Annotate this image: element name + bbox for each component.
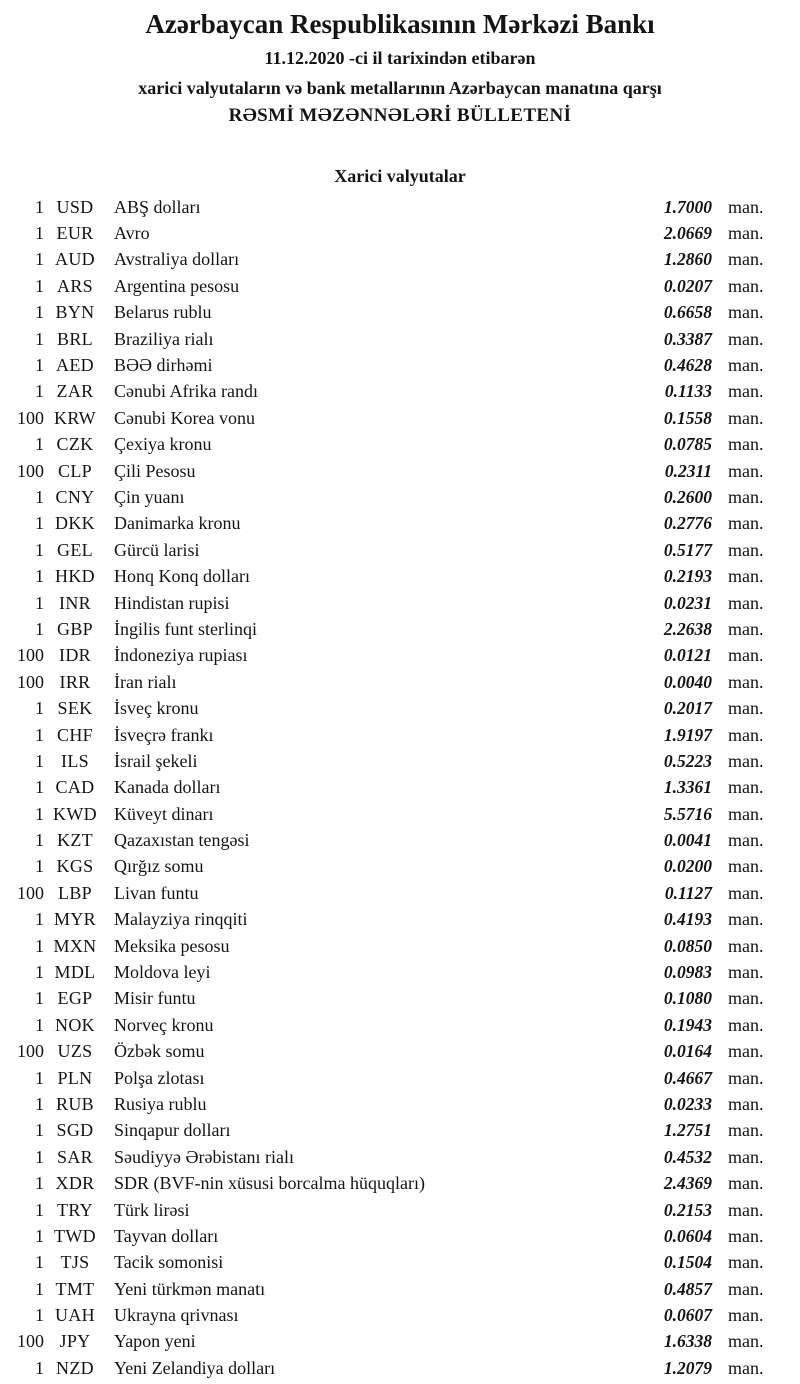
- currency-code: CNY: [55, 486, 95, 507]
- unit-label: man.: [728, 513, 764, 534]
- currency-code: UAH: [55, 1305, 95, 1326]
- unit-label: man.: [728, 328, 764, 349]
- currency-code: MDL: [54, 962, 96, 983]
- bulletin-subtitle: xarici valyutaların və bank metallarının Azərbaycan manatına qarşı: [138, 78, 662, 98]
- currency-name: Malayziya rinqqiti: [114, 909, 248, 930]
- quantity: 1: [35, 1014, 44, 1035]
- currency-row: [0, 563, 800, 589]
- bulletin-title: RƏSMİ MƏZƏNNƏLƏRİ BÜLLETENİ: [228, 105, 572, 126]
- currency-row: [0, 194, 800, 220]
- currency-row: [0, 1170, 800, 1196]
- quantity: 100: [17, 882, 44, 903]
- unit-label: man.: [728, 407, 764, 428]
- rate-value: 0.2600: [663, 486, 712, 507]
- unit-label: man.: [728, 1093, 764, 1114]
- rate-value: 0.0850: [663, 935, 712, 956]
- unit-label: man.: [728, 909, 764, 930]
- currency-code: PLN: [57, 1067, 93, 1088]
- currency-code: AUD: [55, 249, 95, 270]
- currency-row: [0, 220, 800, 246]
- quantity: 1: [35, 1199, 44, 1220]
- currency-name: Rusiya rublu: [114, 1093, 207, 1114]
- quantity: 1: [35, 750, 44, 771]
- currency-row: [0, 247, 800, 273]
- unit-label: man.: [728, 830, 764, 851]
- currency-code: TMT: [55, 1278, 95, 1299]
- rate-value: 0.5177: [663, 539, 712, 560]
- currency-name: Livan funtu: [114, 882, 199, 903]
- currency-name: Küveyt dinarı: [114, 803, 214, 824]
- rate-value: 0.2153: [663, 1199, 712, 1220]
- unit-label: man.: [728, 434, 764, 455]
- rate-value: 0.0164: [663, 1041, 712, 1062]
- rate-value: 0.0121: [663, 645, 712, 666]
- rate-value: 1.3361: [663, 777, 712, 798]
- currency-code: HKD: [55, 566, 95, 587]
- quantity: 1: [35, 275, 44, 296]
- rate-value: 0.0040: [663, 671, 712, 692]
- currency-code: LBP: [58, 882, 92, 903]
- currency-row: [0, 933, 800, 959]
- currency-row: [0, 405, 800, 431]
- currency-row: [0, 379, 800, 405]
- document-header: [0, 8, 800, 127]
- currency-row: [0, 616, 800, 642]
- currency-code: IDR: [59, 645, 91, 666]
- currency-code: KZT: [57, 830, 93, 851]
- currency-name: İsrail şekeli: [114, 750, 198, 771]
- rate-value: 0.0200: [663, 856, 712, 877]
- quantity: 1: [35, 1252, 44, 1273]
- quantity: 1: [35, 988, 44, 1009]
- currency-row: [0, 1144, 800, 1170]
- currency-row: [0, 1355, 800, 1381]
- currency-code: AED: [56, 355, 94, 376]
- unit-label: man.: [728, 486, 764, 507]
- currency-row: [0, 959, 800, 985]
- currency-row: [0, 484, 800, 510]
- quantity: 1: [35, 1093, 44, 1114]
- currency-name: Yeni türkmən manatı: [114, 1278, 266, 1299]
- quantity: 100: [17, 671, 44, 692]
- currency-name: Səudiyyə Ərəbistanı rialı: [114, 1146, 294, 1167]
- currency-code: TRY: [57, 1199, 93, 1220]
- unit-label: man.: [728, 1225, 764, 1246]
- exchange-rates-table: [0, 194, 800, 1382]
- quantity: 1: [35, 249, 44, 270]
- quantity: 1: [35, 539, 44, 560]
- effective-date: 11.12.2020 -ci il tarixindən etibarən: [264, 48, 536, 68]
- currency-name: Ukrayna qrivnası: [114, 1305, 239, 1326]
- rate-value: 0.5223: [663, 750, 712, 771]
- unit-label: man.: [728, 882, 764, 903]
- currency-row: [0, 907, 800, 933]
- currency-name: Belarus rublu: [114, 302, 212, 323]
- currency-name: İsveçrə frankı: [114, 724, 214, 745]
- unit-label: man.: [728, 698, 764, 719]
- quantity: 1: [35, 777, 44, 798]
- currency-name: Çili Pesosu: [114, 460, 196, 481]
- currency-code: UZS: [57, 1041, 93, 1062]
- unit-label: man.: [728, 935, 764, 956]
- currency-code: TWD: [54, 1225, 96, 1246]
- rate-value: 1.9197: [663, 724, 712, 745]
- currency-row: [0, 669, 800, 695]
- currency-name: Braziliya rialı: [114, 328, 214, 349]
- currency-row: [0, 1276, 800, 1302]
- currency-name: SDR (BVF-nin xüsusi borcalma hüquqları): [114, 1173, 425, 1194]
- currency-row: [0, 1065, 800, 1091]
- unit-label: man.: [728, 275, 764, 296]
- rate-value: 1.2860: [663, 249, 712, 270]
- currency-code: XDR: [55, 1173, 95, 1194]
- currency-name: Tayvan dolları: [114, 1225, 219, 1246]
- quantity: 1: [35, 1278, 44, 1299]
- unit-label: man.: [728, 196, 764, 217]
- rate-value: 1.2079: [663, 1357, 712, 1378]
- currency-code: GBP: [57, 618, 93, 639]
- rate-value: 0.0983: [663, 962, 712, 983]
- quantity: 1: [35, 618, 44, 639]
- currency-name: Yapon yeni: [114, 1331, 196, 1352]
- currency-code: IRR: [59, 671, 91, 692]
- unit-label: man.: [728, 803, 764, 824]
- unit-label: man.: [728, 962, 764, 983]
- quantity: 1: [35, 962, 44, 983]
- currency-code: BRL: [57, 328, 93, 349]
- currency-code: CHF: [57, 724, 93, 745]
- currency-row: [0, 326, 800, 352]
- rate-value: 1.7000: [663, 196, 712, 217]
- unit-label: man.: [728, 302, 764, 323]
- currency-row: [0, 986, 800, 1012]
- quantity: 1: [35, 1173, 44, 1194]
- currency-row: [0, 1091, 800, 1117]
- unit-label: man.: [728, 1146, 764, 1167]
- unit-label: man.: [728, 1331, 764, 1352]
- unit-label: man.: [728, 1278, 764, 1299]
- currency-code: JPY: [59, 1331, 91, 1352]
- currency-row: [0, 300, 800, 326]
- currency-code: KWD: [53, 803, 97, 824]
- currency-row: [0, 1250, 800, 1276]
- currency-name: Polşa zlotası: [114, 1067, 205, 1088]
- quantity: 1: [35, 513, 44, 534]
- currency-row: [0, 775, 800, 801]
- currency-row: [0, 1329, 800, 1355]
- rate-value: 0.4628: [663, 355, 712, 376]
- rate-value: 0.3387: [663, 328, 712, 349]
- currency-name: Yeni Zelandiya dolları: [114, 1357, 276, 1378]
- currency-code: SEK: [57, 698, 93, 719]
- rate-value: 0.1504: [663, 1252, 712, 1273]
- currency-code: GEL: [57, 539, 93, 560]
- currency-code: EGP: [57, 988, 93, 1009]
- currency-name: Çin yuanı: [114, 486, 185, 507]
- currency-name: Gürcü larisi: [114, 539, 200, 560]
- quantity: 1: [35, 434, 44, 455]
- quantity: 1: [35, 355, 44, 376]
- rate-value: 0.2193: [663, 566, 712, 587]
- quantity: 1: [35, 1120, 44, 1141]
- rate-value: 0.1558: [663, 407, 712, 428]
- unit-label: man.: [728, 1014, 764, 1035]
- currency-name: Avstraliya dolları: [114, 249, 240, 270]
- unit-label: man.: [728, 355, 764, 376]
- currency-code: KRW: [54, 407, 96, 428]
- unit-label: man.: [728, 1120, 764, 1141]
- rate-value: 0.0041: [663, 830, 712, 851]
- currency-name: Qırğız somu: [114, 856, 204, 877]
- section-title-foreign-currencies: Xarici valyutalar: [334, 166, 466, 186]
- currency-row: [0, 880, 800, 906]
- unit-label: man.: [728, 223, 764, 244]
- currency-name: BƏƏ dirhəmi: [114, 355, 213, 376]
- currency-row: [0, 1039, 800, 1065]
- quantity: 1: [35, 223, 44, 244]
- unit-label: man.: [728, 539, 764, 560]
- unit-label: man.: [728, 777, 764, 798]
- currency-row: [0, 511, 800, 537]
- currency-code: CLP: [58, 460, 92, 481]
- rate-value: 0.4193: [663, 909, 712, 930]
- quantity: 1: [35, 381, 44, 402]
- currency-name: İran rialı: [114, 671, 177, 692]
- unit-label: man.: [728, 724, 764, 745]
- currency-code: SGD: [56, 1120, 94, 1141]
- currency-row: [0, 1012, 800, 1038]
- currency-row: [0, 432, 800, 458]
- currency-code: NZD: [56, 1357, 94, 1378]
- currency-name: Qazaxıstan tengəsi: [114, 830, 250, 851]
- currency-row: [0, 537, 800, 563]
- unit-label: man.: [728, 750, 764, 771]
- currency-row: [0, 273, 800, 299]
- currency-code: MYR: [54, 909, 96, 930]
- currency-row: [0, 748, 800, 774]
- currency-code: RUB: [56, 1093, 94, 1114]
- currency-row: [0, 1118, 800, 1144]
- unit-label: man.: [728, 460, 764, 481]
- currency-name: Hindistan rupisi: [114, 592, 230, 613]
- currency-name: Sinqapur dolları: [114, 1120, 231, 1141]
- currency-code: MXN: [53, 935, 97, 956]
- currency-code: CZK: [56, 434, 94, 455]
- rate-value: 5.5716: [663, 803, 712, 824]
- currency-code: BYN: [55, 302, 95, 323]
- unit-label: man.: [728, 249, 764, 270]
- currency-name: Argentina pesosu: [114, 275, 240, 296]
- rate-value: 2.2638: [663, 618, 712, 639]
- currency-code: EUR: [56, 223, 94, 244]
- quantity: 100: [17, 645, 44, 666]
- rate-value: 0.4667: [663, 1067, 712, 1088]
- currency-name: Özbək somu: [114, 1041, 205, 1062]
- currency-name: Avro: [114, 223, 150, 244]
- quantity: 1: [35, 1357, 44, 1378]
- unit-label: man.: [728, 1252, 764, 1273]
- unit-label: man.: [728, 1357, 764, 1378]
- unit-label: man.: [728, 1067, 764, 1088]
- currency-row: [0, 1223, 800, 1249]
- currency-name: İsveç kronu: [114, 698, 199, 719]
- currency-name: Misir funtu: [114, 988, 196, 1009]
- rate-value: 0.0231: [663, 592, 712, 613]
- quantity: 1: [35, 486, 44, 507]
- quantity: 1: [35, 856, 44, 877]
- currency-code: ZAR: [56, 381, 94, 402]
- quantity: 100: [17, 1331, 44, 1352]
- unit-label: man.: [728, 381, 764, 402]
- currency-row: [0, 352, 800, 378]
- unit-label: man.: [728, 1173, 764, 1194]
- currency-name: Cənubi Afrika randı: [114, 381, 258, 402]
- currency-code: KGS: [56, 856, 94, 877]
- currency-code: TJS: [60, 1252, 90, 1273]
- quantity: 1: [35, 566, 44, 587]
- currency-code: DKK: [55, 513, 95, 534]
- currency-code: ARS: [57, 275, 93, 296]
- currency-row: [0, 458, 800, 484]
- currency-row: [0, 1302, 800, 1328]
- quantity: 100: [17, 460, 44, 481]
- rate-value: 0.2311: [664, 460, 712, 481]
- currency-name: Çexiya kronu: [114, 434, 212, 455]
- rate-value: 0.0207: [663, 275, 712, 296]
- quantity: 1: [35, 698, 44, 719]
- currency-code: NOK: [55, 1014, 95, 1035]
- unit-label: man.: [728, 645, 764, 666]
- quantity: 1: [35, 1305, 44, 1326]
- rate-value: 0.4532: [663, 1146, 712, 1167]
- rate-value: 0.4857: [663, 1278, 712, 1299]
- unit-label: man.: [728, 592, 764, 613]
- rate-value: 0.1127: [664, 882, 712, 903]
- currency-name: Moldova leyi: [114, 962, 211, 983]
- currency-name: Danimarka kronu: [114, 513, 241, 534]
- currency-name: Meksika pesosu: [114, 935, 230, 956]
- unit-label: man.: [728, 1305, 764, 1326]
- quantity: 100: [17, 407, 44, 428]
- currency-code: INR: [59, 592, 91, 613]
- rate-value: 0.1943: [663, 1014, 712, 1035]
- unit-label: man.: [728, 1041, 764, 1062]
- unit-label: man.: [728, 671, 764, 692]
- quantity: 1: [35, 302, 44, 323]
- currency-code: ILS: [61, 750, 89, 771]
- unit-label: man.: [728, 1199, 764, 1220]
- quantity: 1: [35, 328, 44, 349]
- currency-row: [0, 801, 800, 827]
- rate-value: 0.1133: [664, 381, 712, 402]
- currency-row: [0, 722, 800, 748]
- rate-value: 0.1080: [663, 988, 712, 1009]
- currency-name: İndoneziya rupiası: [114, 645, 248, 666]
- currency-code: USD: [56, 196, 94, 217]
- quantity: 1: [35, 909, 44, 930]
- rate-value: 2.4369: [663, 1173, 712, 1194]
- currency-row: [0, 1197, 800, 1223]
- quantity: 1: [35, 1146, 44, 1167]
- quantity: 1: [35, 830, 44, 851]
- currency-row: [0, 695, 800, 721]
- rate-value: 0.2017: [663, 698, 712, 719]
- currency-row: [0, 827, 800, 853]
- rate-value: 0.0785: [663, 434, 712, 455]
- quantity: 1: [35, 1067, 44, 1088]
- unit-label: man.: [728, 988, 764, 1009]
- currency-name: ABŞ dolları: [114, 196, 201, 217]
- unit-label: man.: [728, 566, 764, 587]
- currency-name: Tacik somonisi: [114, 1252, 224, 1273]
- currency-name: Honq Konq dolları: [114, 566, 250, 587]
- rate-value: 0.0604: [663, 1225, 712, 1246]
- currency-code: CAD: [55, 777, 95, 798]
- quantity: 1: [35, 1225, 44, 1246]
- currency-name: Kanada dolları: [114, 777, 221, 798]
- quantity: 100: [17, 1041, 44, 1062]
- currency-name: Türk lirəsi: [114, 1199, 190, 1220]
- rate-value: 1.2751: [663, 1120, 712, 1141]
- quantity: 1: [35, 935, 44, 956]
- rate-value: 0.0607: [663, 1305, 712, 1326]
- currency-name: Norveç kronu: [114, 1014, 214, 1035]
- currency-code: SAR: [57, 1146, 93, 1167]
- currency-name: İngilis funt sterlinqi: [114, 618, 257, 639]
- currency-row: [0, 590, 800, 616]
- quantity: 1: [35, 592, 44, 613]
- quantity: 1: [35, 724, 44, 745]
- rate-value: 0.2776: [663, 513, 712, 534]
- rate-value: 0.6658: [663, 302, 712, 323]
- currency-name: Cənubi Korea vonu: [114, 407, 255, 428]
- currency-row: [0, 643, 800, 669]
- rate-value: 1.6338: [663, 1331, 712, 1352]
- quantity: 1: [35, 196, 44, 217]
- unit-label: man.: [728, 618, 764, 639]
- bank-name: Azərbaycan Respublikasının Mərkəzi Bankı: [145, 9, 655, 39]
- currency-row: [0, 854, 800, 880]
- rate-value: 0.0233: [663, 1093, 712, 1114]
- unit-label: man.: [728, 856, 764, 877]
- quantity: 1: [35, 803, 44, 824]
- rate-value: 2.0669: [663, 223, 712, 244]
